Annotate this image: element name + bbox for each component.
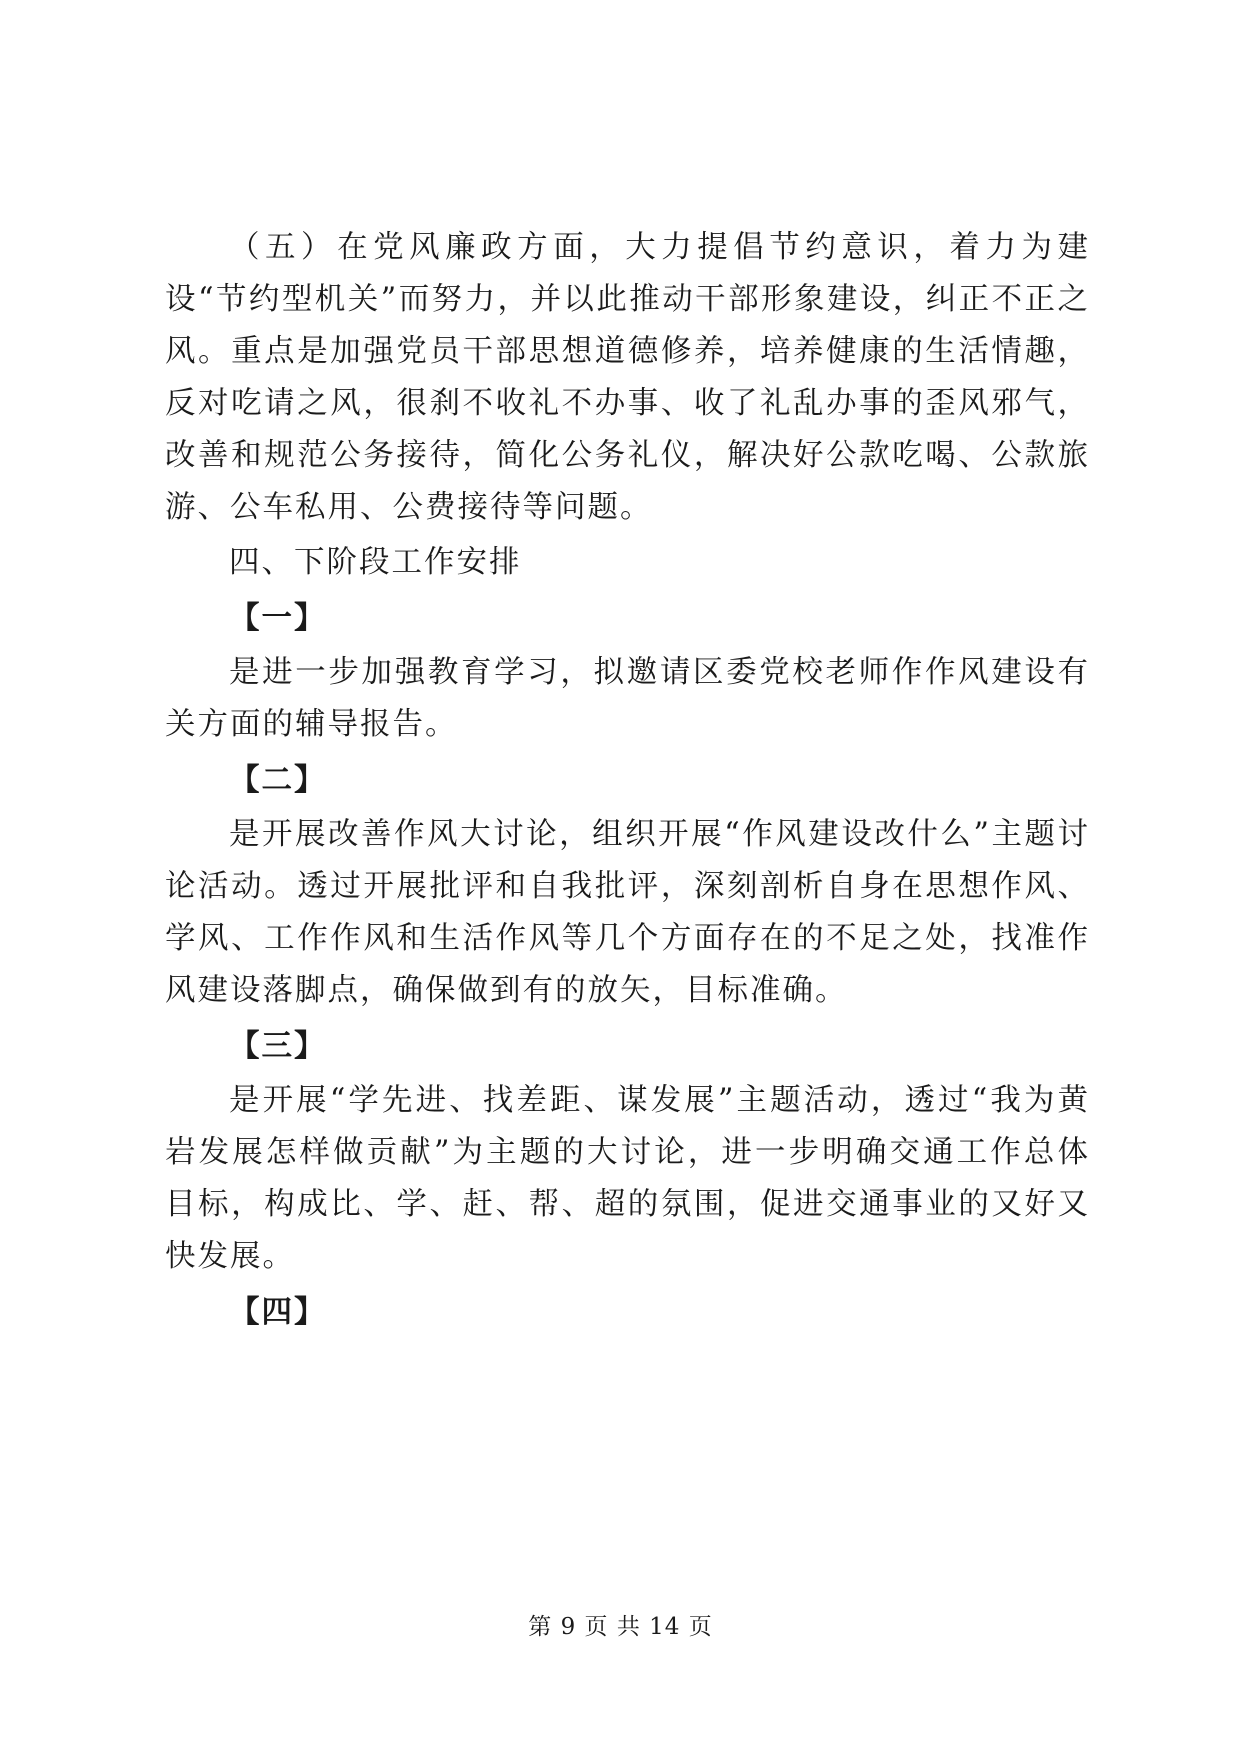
paragraph-party-conduct: （五）在党风廉政方面，大力提倡节约意识，着力为建设“节约型机关”而努力，并以此推动干部形象建设，纠正不正之风。重点是加强党员干部思想道德修养，培养健康的生活情趣，反对吃请之风，很刹不收礼不办事、收了礼乱办事的歪风邪气，改善和规范公务接待，简化公务礼仪，解决好公款吃喝、公款旅游、公车私用、公费接待等问题。 — [165, 230, 1090, 525]
paragraph-item-1: 是进一步加强教育学习，拟邀请区委党校老师作作风建设有关方面的辅导报告。 — [165, 655, 1090, 742]
item-marker-2: 【二】 — [229, 762, 327, 798]
item-marker-4: 【四】 — [229, 1294, 327, 1330]
item-marker-1: 【一】 — [229, 600, 327, 636]
page-number-footer: 第 9 页 共 14 页 — [528, 1614, 713, 1640]
section-heading-next-stage: 四、下阶段工作安排 — [229, 545, 522, 580]
document-body — [165, 222, 1090, 1338]
item-marker-3: 【三】 — [229, 1028, 327, 1064]
paragraph-item-3: 是开展“学先进、找差距、谋发展”主题活动，透过“我为黄岩发展怎样做贡献”为主题的大讨论，进一步明确交通工作总体目标，构成比、学、赶、帮、超的氛围，促进交通事业的又好又快发展。 — [165, 1083, 1090, 1274]
paragraph-item-2: 是开展改善作风大讨论，组织开展“作风建设改什么”主题讨论活动。透过开展批评和自我批评，深刻剖析自身在思想作风、学风、工作作风和生活作风等几个方面存在的不足之处，找准作风建设落脚点，确保做到有的放矢，目标准确。 — [165, 817, 1090, 1008]
